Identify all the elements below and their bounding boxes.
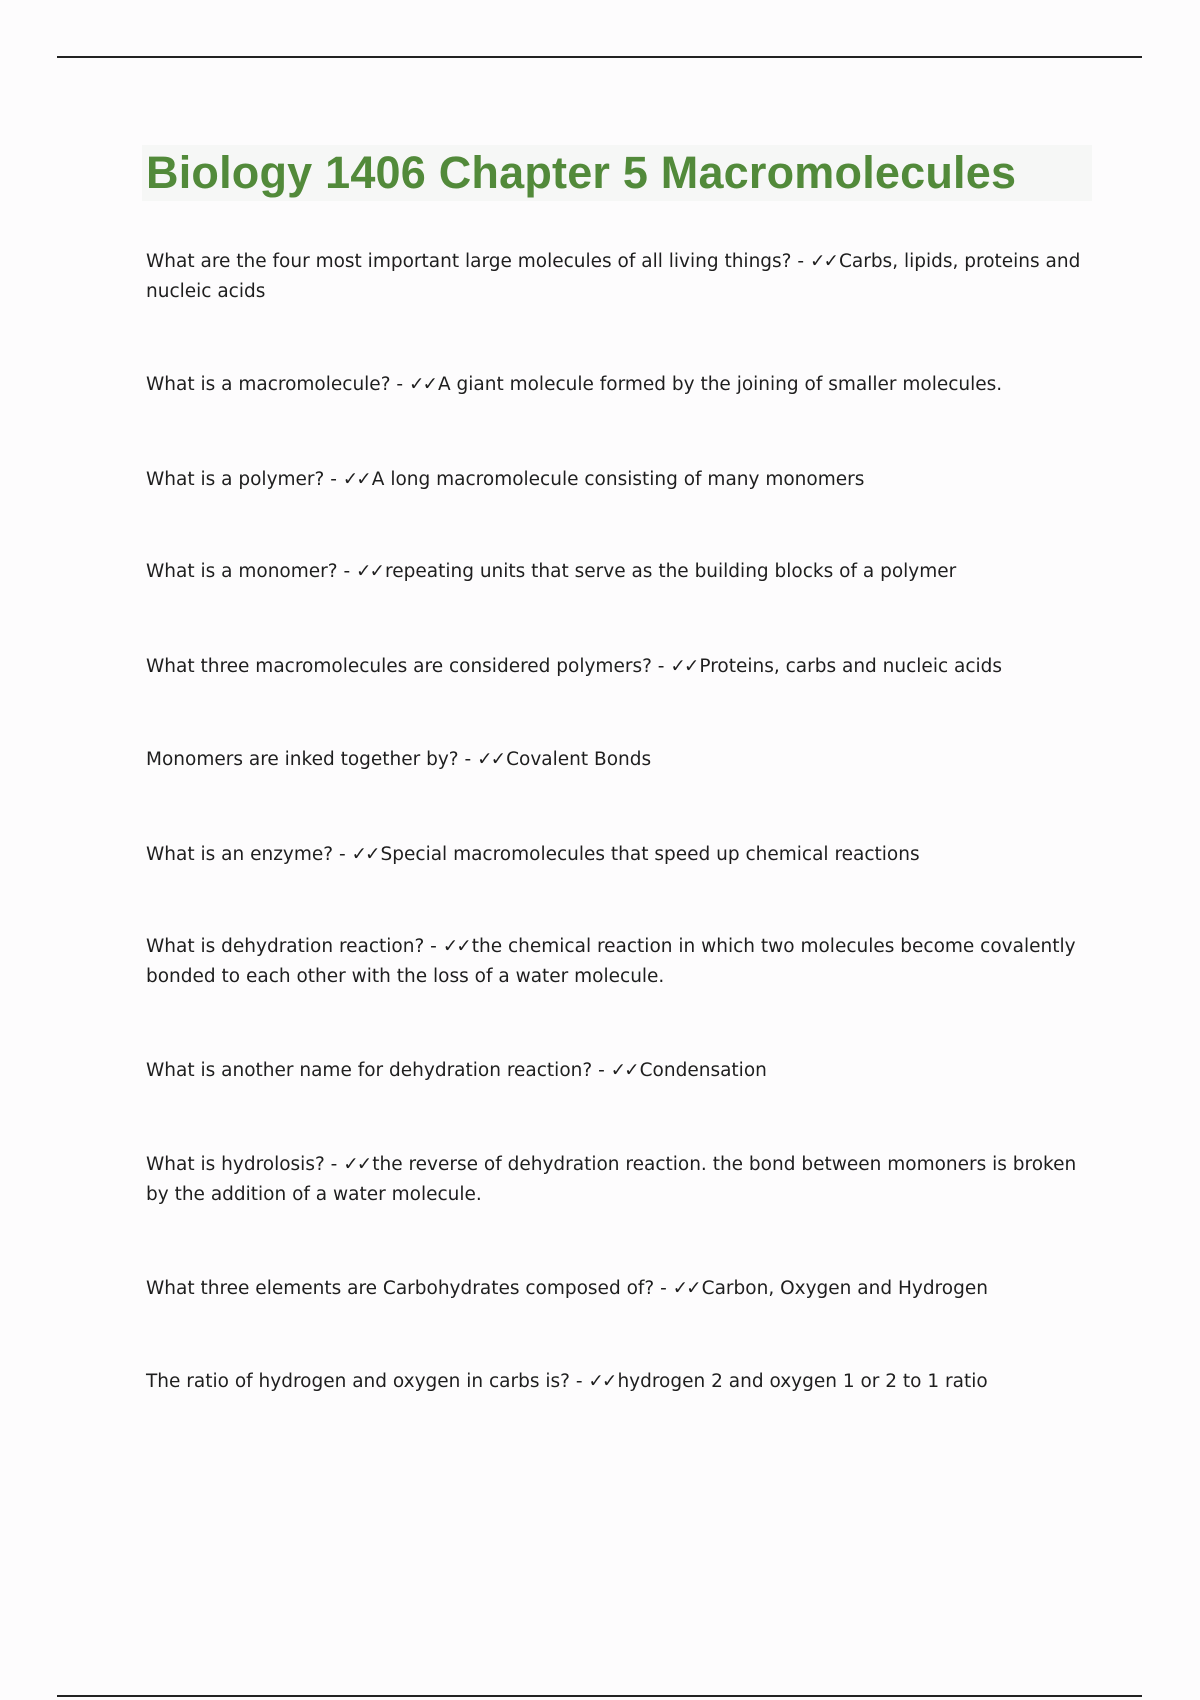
- answer-text: the reverse of dehydration reaction. the bond between momoners is broken by the addition of a water molecule.: [146, 1154, 1077, 1205]
- answer-text: Carbon, Oxygen and Hydrogen: [701, 1278, 988, 1299]
- qa-item: [146, 745, 1096, 775]
- question-text: What is dehydration reaction?: [146, 936, 425, 957]
- question-text: What is hydrolosis?: [146, 1154, 325, 1175]
- double-check-icon: ✓✓: [610, 1060, 638, 1081]
- double-check-icon: ✓✓: [342, 469, 370, 490]
- qa-item: [146, 247, 1096, 307]
- qa-item: [146, 1367, 1096, 1397]
- double-check-icon: ✓✓: [408, 374, 436, 395]
- top-rule: [57, 56, 1142, 58]
- answer-text: Condensation: [639, 1060, 767, 1081]
- answer-text: Proteins, carbs and nucleic acids: [699, 656, 1003, 677]
- separator: -: [337, 561, 357, 582]
- question-text: What three macromolecules are considered polymers?: [146, 656, 652, 677]
- qa-item: [146, 370, 1096, 400]
- double-check-icon: ✓✓: [670, 656, 698, 677]
- page-title: Biology 1406 Chapter 5 Macromolecules: [146, 147, 1017, 198]
- double-check-icon: ✓✓: [809, 251, 837, 272]
- question-text: What is an enzyme?: [146, 844, 334, 865]
- double-check-icon: ✓✓: [356, 561, 384, 582]
- double-check-icon: ✓✓: [351, 844, 379, 865]
- answer-text: Special macromolecules that speed up chemical reactions: [380, 844, 920, 865]
- qa-item: [146, 465, 1096, 495]
- qa-item: [146, 840, 1096, 870]
- question-text: What three elements are Carbohydrates composed of?: [146, 1278, 655, 1299]
- qa-item: [146, 1056, 1096, 1086]
- separator: -: [654, 1278, 673, 1299]
- separator: -: [458, 749, 478, 770]
- qa-item: [146, 652, 1096, 682]
- separator: -: [324, 469, 343, 490]
- bottom-rule: [57, 1695, 1142, 1697]
- question-text: What is a monomer?: [146, 561, 338, 582]
- separator: -: [592, 1060, 611, 1081]
- separator: -: [569, 1371, 589, 1392]
- double-check-icon: ✓✓: [588, 1371, 616, 1392]
- qa-item: [146, 932, 1096, 992]
- question-text: What is another name for dehydration reaction?: [146, 1060, 593, 1081]
- double-check-icon: ✓✓: [477, 749, 505, 770]
- answer-text: repeating units that serve as the building blocks of a polymer: [385, 561, 957, 582]
- question-text: Monomers are inked together by?: [146, 749, 459, 770]
- separator: -: [390, 374, 409, 395]
- question-text: What is a polymer?: [146, 469, 325, 490]
- separator: -: [791, 251, 810, 272]
- separator: -: [333, 844, 352, 865]
- separator: -: [424, 936, 443, 957]
- qa-item: [146, 1150, 1096, 1210]
- qa-item: [146, 557, 1096, 587]
- separator: -: [651, 656, 671, 677]
- answer-text: the chemical reaction in which two molecules become covalently bonded to each other with the loss of a water molecule.: [146, 936, 1076, 987]
- double-check-icon: ✓✓: [343, 1154, 371, 1175]
- answer-text: Covalent Bonds: [506, 749, 652, 770]
- title-banner: [142, 145, 1092, 201]
- question-text: The ratio of hydrogen and oxygen in carbs is?: [146, 1371, 570, 1392]
- qa-item: [146, 1274, 1096, 1304]
- separator: -: [324, 1154, 344, 1175]
- question-text: What are the four most important large molecules of all living things?: [146, 251, 792, 272]
- question-text: What is a macromolecule?: [146, 374, 391, 395]
- answer-text: A giant molecule formed by the joining of smaller molecules.: [437, 374, 1003, 395]
- answer-text: A long macromolecule consisting of many monomers: [371, 469, 865, 490]
- answer-text: Carbs, lipids, proteins and nucleic acids: [146, 251, 1081, 302]
- double-check-icon: ✓✓: [672, 1278, 700, 1299]
- double-check-icon: ✓✓: [442, 936, 470, 957]
- answer-text: hydrogen 2 and oxygen 1 or 2 to 1 ratio: [617, 1371, 988, 1392]
